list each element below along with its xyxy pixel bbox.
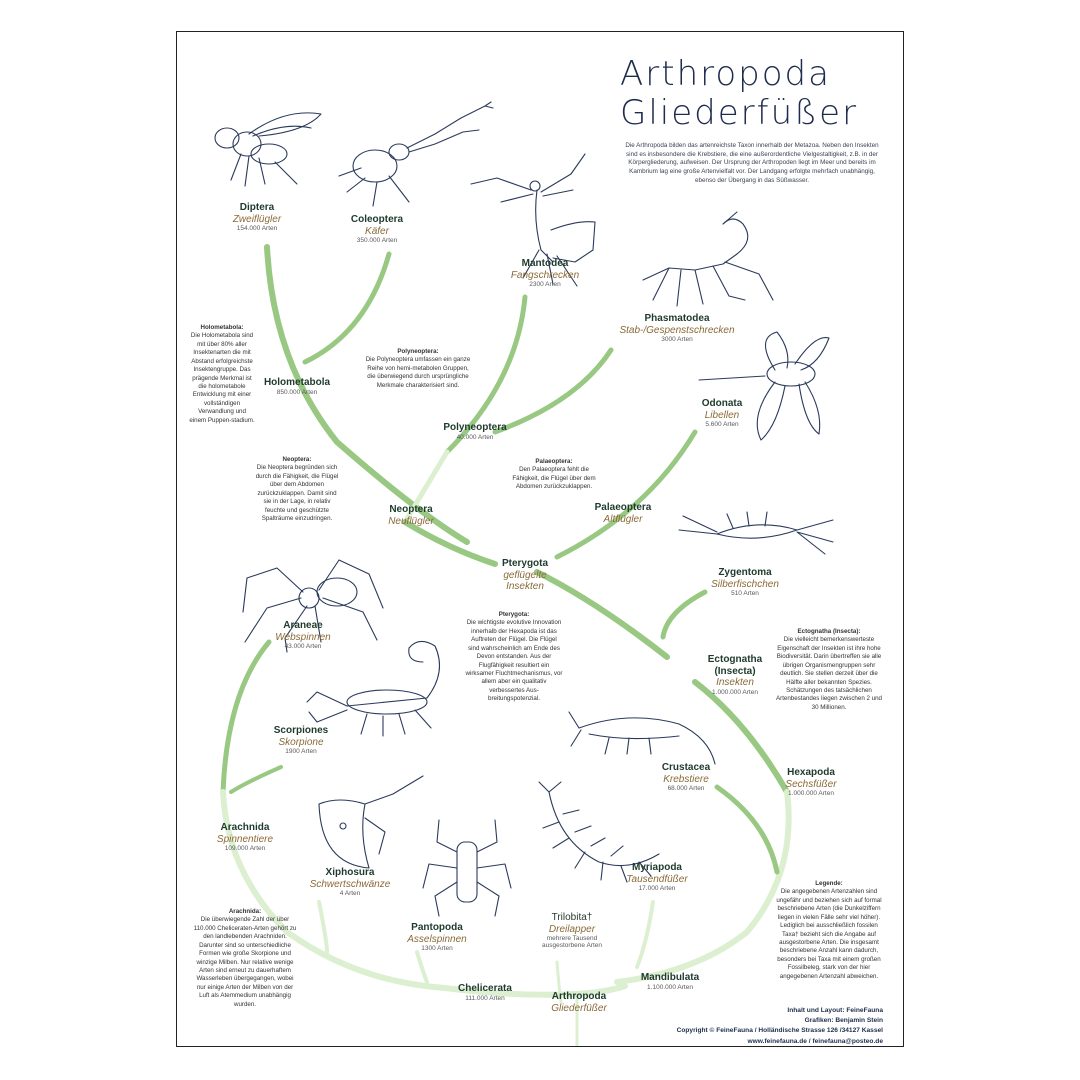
intro-text: Die Arthropoda bilden das artenreichste Taxon innerhalb der Metazoa. Neben den Insekten sind es insbesondere die Krebstiere, die eine außerordentliche Vielgestaltigkeit, z.B. in der Körpergliederung, aufweisen. Der Ursprung der Arthropoden liegt im Meer und bereits im Kambrium lag eine große Artenvielfalt vor. Der Landgang erfolgte mehrfach unabhängig, ebenso der Übergang in das Süßwasser. xyxy=(625,142,879,184)
branch-odonata xyxy=(557,432,695,557)
polyneoptera-name: Polyneoptera xyxy=(443,422,507,433)
taxon-odonata xyxy=(682,398,762,428)
phasmatodea-name: Phasmatodea xyxy=(644,313,710,324)
arachnida-count: 109.000 Arten xyxy=(224,845,266,852)
taxon-xiphosura xyxy=(295,867,405,897)
mantodea-count: 2300 Arten xyxy=(529,281,561,288)
note-polyneoptera-body: Die Polyneoptera umfassen ein ganze Reihe von hemi-metabolen Gruppen, die überwiegend durch ursprüngliche Merkmale charakterisiert sind. xyxy=(365,356,471,389)
horseshoe-crab-illustration xyxy=(309,774,419,874)
taxon-arthropoda xyxy=(539,991,619,1014)
diptera-count: 154.000 Arten xyxy=(236,225,278,232)
stick-insect-illustration xyxy=(633,210,783,325)
odonata-count: 5.600 Arten xyxy=(705,421,739,428)
araneae-count: 43.000 Arten xyxy=(284,643,322,650)
taxon-diptera xyxy=(217,202,297,232)
credits-web: www.feinefauna.de / feinefauna@posteo.de xyxy=(747,1037,883,1045)
coleoptera-count: 350.000 Arten xyxy=(356,237,398,244)
credits-layout: Inhalt und Layout: FeineFauna xyxy=(787,1007,883,1014)
sea-spider-illustration xyxy=(417,812,517,922)
hexapoda-name: Hexapoda xyxy=(787,767,835,778)
branch-phasmatodea xyxy=(495,350,611,432)
note-ectognatha-body: Die vielleicht bemerkenswerteste Eigenschaft der Insekten ist ihre hohe Biodiversität. Darin übertreffen sie alle übrigen Organismengruppen sehr deutlich. Sie stellen derzeit über die Hälfte aller bekannten Spezies. Schätzungen des tatsächlichen Artenbestandes liegen zwischen 2 und 30 Millionen. xyxy=(776,636,882,711)
note-holometabola xyxy=(189,324,255,425)
note-palaeoptera-body: Den Palaeoptera fehlt die Fähigkeit, die Flügel über dem Abdomen zurückzuklappen. xyxy=(512,466,596,491)
note-pterygota-body: Die wichtigste evolutive Innovation innerhalb der Hexapoda ist das Auftreten der Flügel. Die Flügel sind wahrscheinlich am Ende des Devon entstanden. Aus der Flugfähigkeit resultiert ein wirksamer Fluchtmechanismus, vor allem aber ein qualitativ verbessertes Aus-breitungspotenzial. xyxy=(465,619,563,703)
taxon-mantodea xyxy=(495,258,595,288)
taxon-crustacea xyxy=(646,762,726,792)
phasmatodea-german: Stab-/Gespenstschrecken xyxy=(619,324,735,336)
zygentoma-name: Zygentoma xyxy=(718,567,772,578)
note-neoptera-heading: Neoptera: xyxy=(282,456,312,463)
note-ectognatha xyxy=(775,628,883,712)
diptera-german: Zweiflügler xyxy=(232,213,282,225)
crustacea-german: Krebstiere xyxy=(663,773,709,785)
palaeoptera-german: Altflügler xyxy=(603,513,643,525)
pantopoda-count: 1300 Arten xyxy=(421,945,453,952)
arthropoda-name: Arthropoda xyxy=(551,991,607,1002)
scorpiones-name: Scorpiones xyxy=(273,725,329,736)
taxon-palaeoptera xyxy=(583,502,663,525)
mandibulata-name: Mandibulata xyxy=(640,972,700,983)
arachnida-german: Spinnentiere xyxy=(216,833,274,845)
neoptera-name: Neoptera xyxy=(389,504,433,515)
taxon-hexapoda xyxy=(771,767,851,797)
xiphosura-count: 4 Arten xyxy=(339,890,361,897)
taxon-trilobita xyxy=(527,912,617,950)
note-arachnida xyxy=(193,908,297,1009)
taxon-polyneoptera xyxy=(425,422,525,441)
hexapoda-count: 1.000.000 Arten xyxy=(788,790,834,797)
ectognatha-german: Insekten xyxy=(716,677,754,688)
note-holometabola-body: Die Holometabola sind mit über 80% aller Insektenarten die mit Abstand erfolgreichste Insektengruppe. Das prägende Merkmal ist die holometabole Entwicklung mit einer vollständigen Verwandlung und einem Puppen-stadium. xyxy=(189,332,255,424)
pterygota-german-1: geflügelte xyxy=(503,569,547,581)
note-neoptera-body: Die Neoptera begründen sich durch die Fähigkeit, die Flügel über dem Abdomen zurückzuklappen. Damit sind sie in der Lage, in relativ feuchte und geschützte Spalträume einzudringen. xyxy=(255,464,339,522)
note-arachnida-heading: Arachnida: xyxy=(228,908,262,915)
note-neoptera xyxy=(255,456,339,523)
holometabola-name: Holometabola xyxy=(263,377,331,388)
holometabola-count: 850.000 Arten xyxy=(276,388,318,396)
taxon-mandibulata xyxy=(625,972,715,991)
ectognatha-name-2: (Insecta) xyxy=(714,665,756,677)
odonata-german: Libellen xyxy=(704,409,740,421)
poster-frame xyxy=(176,31,904,1047)
title-line-2: Gliederfüßer xyxy=(620,93,859,133)
note-pterygota-heading: Pterygota: xyxy=(498,611,530,618)
ectognatha-name-1: Ectognatha xyxy=(707,654,763,665)
shrimp-illustration xyxy=(569,708,719,768)
note-holometabola-heading: Holometabola: xyxy=(200,324,244,331)
taxon-araneae xyxy=(253,620,353,650)
odonata-name: Odonata xyxy=(701,398,743,409)
branch-pantopoda xyxy=(417,952,427,982)
phasmatodea-count: 3000 Arten xyxy=(661,336,693,343)
xiphosura-german: Schwertschwänze xyxy=(309,878,391,890)
myriapoda-count: 17.000 Arten xyxy=(638,885,676,892)
scorpiones-count: 1900 Arten xyxy=(285,748,317,755)
taxon-phasmatodea xyxy=(612,313,742,343)
taxon-zygentoma xyxy=(695,567,795,597)
trilobita-count-2: ausgestorbene Arten xyxy=(542,942,602,950)
branch-crustacea xyxy=(717,787,777,872)
trilobita-german: Dreilapper xyxy=(548,923,596,935)
pterygota-name: Pterygota xyxy=(501,558,549,569)
taxon-neoptera xyxy=(371,504,451,527)
note-legend xyxy=(773,880,885,981)
neoptera-german: Neuflügler xyxy=(388,515,434,527)
pterygota-german-2: Insekten xyxy=(506,581,544,592)
palaeoptera-name: Palaeoptera xyxy=(594,502,652,513)
arachnida-name: Arachnida xyxy=(220,822,270,833)
xiphosura-name: Xiphosura xyxy=(325,867,375,878)
scorpiones-german: Skorpione xyxy=(278,736,324,748)
ectognatha-count: 1.000.000 Arten xyxy=(712,688,758,696)
diptera-name: Diptera xyxy=(239,202,275,213)
note-legend-body: Die angegebenen Artenzahlen sind ungefähr und beziehen sich auf formal beschriebene Arten (die Dunkelziffern liegen in vielen Fälle sehr viel höher). Lediglich bei ausschließlich fossilen Taxa† bezieht sich die Angabe auf ausgestorbene Arten. Die insgesamt beschriebene Anzahl kann dadurch, besonders bei Taxa mit einem großen Fossilbeleg, stark von der hier angegebenen Artenzahl abweichen. xyxy=(776,888,882,980)
dragonfly-illustration xyxy=(695,330,835,450)
zygentoma-count: 510 Arten xyxy=(731,590,759,597)
mantodea-german: Fangschrecken xyxy=(510,269,580,281)
chelicerata-name: Chelicerata xyxy=(458,983,512,994)
credits-block xyxy=(627,1006,883,1047)
coleoptera-name: Coleoptera xyxy=(350,214,404,225)
araneae-german: Webspinnen xyxy=(275,631,331,643)
hexapoda-german: Sechsfüßer xyxy=(785,778,837,790)
taxon-arachnida xyxy=(195,822,295,852)
taxon-pterygota xyxy=(485,558,565,593)
taxon-coleoptera xyxy=(337,214,417,244)
credits-graphics: Grafiken: Benjamin Stein xyxy=(804,1017,883,1025)
myriapoda-name: Myriapoda xyxy=(631,862,682,873)
zygentoma-german: Silberfischchen xyxy=(711,578,779,590)
myriapoda-german: Tausendfüßer xyxy=(626,873,688,885)
title-line-1: Arthropoda xyxy=(620,54,831,94)
taxon-myriapoda xyxy=(617,862,697,892)
note-legend-heading: Legende: xyxy=(815,880,843,887)
polyneoptera-count: 40.000 Arten xyxy=(456,433,494,441)
note-arachnida-body: Die überwiegende Zahl der über 110.000 Cheliceraten-Arten gehört zu den landlebenden Arachniden. Darunter sind so unterschiedliche Formen wie große Skorpione und winzige Milben. Nur relative wenige Arten sind erneut zu dauerhaftem Wasserleben übergegangen, wobei nur einige Arten der Milben von der Luft als Atemmedium unabhängig wurden. xyxy=(193,916,297,1008)
mandibulata-count: 1.100.000 Arten xyxy=(647,983,693,991)
branch-scorpiones xyxy=(231,767,281,792)
mantodea-name: Mantodea xyxy=(521,258,569,269)
taxon-pantopoda xyxy=(397,922,477,952)
branch-araneae xyxy=(223,642,269,792)
silverfish-illustration xyxy=(677,502,837,562)
note-palaeoptera xyxy=(511,458,597,492)
crustacea-name: Crustacea xyxy=(661,762,711,773)
branch-zygentoma xyxy=(663,592,705,637)
branch-myriapoda xyxy=(637,902,653,967)
taxon-scorpiones xyxy=(261,725,341,755)
branch-coleoptera xyxy=(305,254,389,362)
taxon-holometabola xyxy=(247,377,347,396)
trilobita-count-1: mehrere Tausend xyxy=(546,935,598,942)
note-polyneoptera-heading: Polyneoptera: xyxy=(397,348,439,355)
note-polyneoptera xyxy=(365,348,471,390)
fly-illustration xyxy=(205,102,325,192)
pantopoda-name: Pantopoda xyxy=(411,922,463,933)
araneae-name: Araneae xyxy=(283,620,323,631)
credits-copyright: Copyright © FeineFauna / Holländische Strasse 126 /34127 Kassel xyxy=(676,1027,883,1035)
note-ectognatha-heading: Ectognatha (Insecta): xyxy=(797,628,861,635)
pantopoda-german: Asselspinnen xyxy=(407,933,467,945)
coleoptera-german: Käfer xyxy=(365,225,389,237)
chelicerata-count: 111.000 Arten xyxy=(465,994,505,1002)
note-palaeoptera-heading: Palaeoptera: xyxy=(535,458,573,465)
arthropoda-german: Gliederfüßer xyxy=(551,1002,607,1014)
taxon-ectognatha xyxy=(685,654,785,696)
note-pterygota xyxy=(465,611,563,704)
crustacea-count: 68.000 Arten xyxy=(667,785,705,792)
branch-xiphosura xyxy=(319,902,327,952)
taxon-chelicerata xyxy=(445,983,525,1002)
trilobita-name: Trilobita† xyxy=(551,912,593,923)
